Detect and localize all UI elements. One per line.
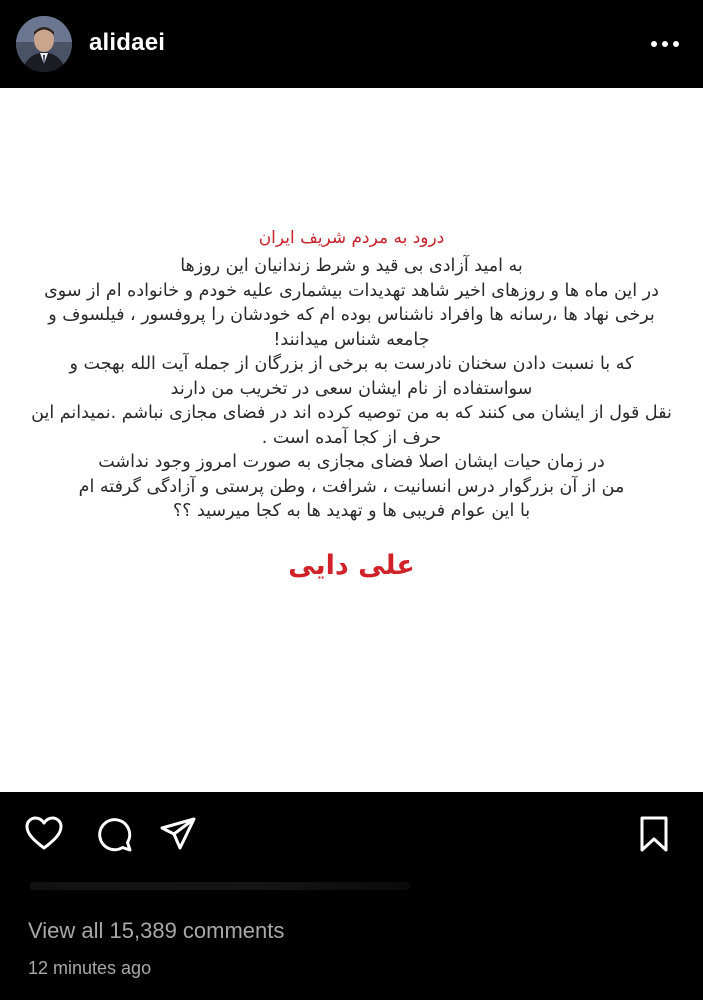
letter-line: که با نسبت دادن سخنان نادرست به برخی از بزرگان از جمله آیت الله بهجت و <box>69 354 634 374</box>
more-dots-icon[interactable] <box>649 32 681 56</box>
post-header <box>0 0 703 88</box>
letter-line: حرف از کجا آمده است . <box>261 427 442 448</box>
letter-line: با این عوام فریبی ها و تهدید ها به کجا میرسید ؟؟ <box>172 501 531 521</box>
letter-greeting: درود به مردم شریف ایران <box>258 228 445 248</box>
username[interactable]: alidaei <box>89 29 166 56</box>
letter-line: به امید آزادی بی قید و شرط زندانیان این روزها <box>180 256 523 276</box>
share-icon[interactable] <box>158 814 198 854</box>
post-timestamp: 12 minutes ago <box>28 958 152 978</box>
letter-line: نقل قول از ایشان می کنند که به من توصیه کرده اند در فضای مجازی نباشم .نمیدانم این <box>31 403 672 423</box>
bookmark-icon[interactable] <box>634 814 674 854</box>
letter-line: در این ماه ها و روزهای اخیر شاهد تهدیدات بیشماری علیه خودم و خانواده ام از سوی <box>44 280 659 301</box>
view-comments-link[interactable]: View all 15,389 comments <box>28 918 285 943</box>
heart-icon[interactable] <box>24 814 64 854</box>
letter-line: برخی نهاد ها ،رسانه ها وافراد ناشناس بوده ام که خودشان را پروفسور ، فیلسوف و <box>48 305 655 325</box>
caption-placeholder <box>30 882 410 890</box>
letter-text <box>0 228 703 581</box>
letter-line: جامعه شناس میدانند! <box>273 329 430 350</box>
letter-line: من از آن بزرگوار درس انسانیت ، شرافت ، وطن پرستی و آزادگی گرفته ام <box>78 476 625 497</box>
comment-icon[interactable] <box>94 814 134 854</box>
letter-signature: علی دایی <box>288 549 415 581</box>
action-bar <box>0 792 703 874</box>
post-image[interactable] <box>0 88 703 792</box>
letter-line: سواستفاده از نام ایشان سعی در تخریب من دارند <box>170 378 533 399</box>
letter-line: در زمان حیات ایشان اصلا فضای مجازی به صورت امروز وجود نداشت <box>98 452 605 472</box>
profile-photo-icon <box>16 16 72 72</box>
avatar[interactable] <box>16 16 72 72</box>
